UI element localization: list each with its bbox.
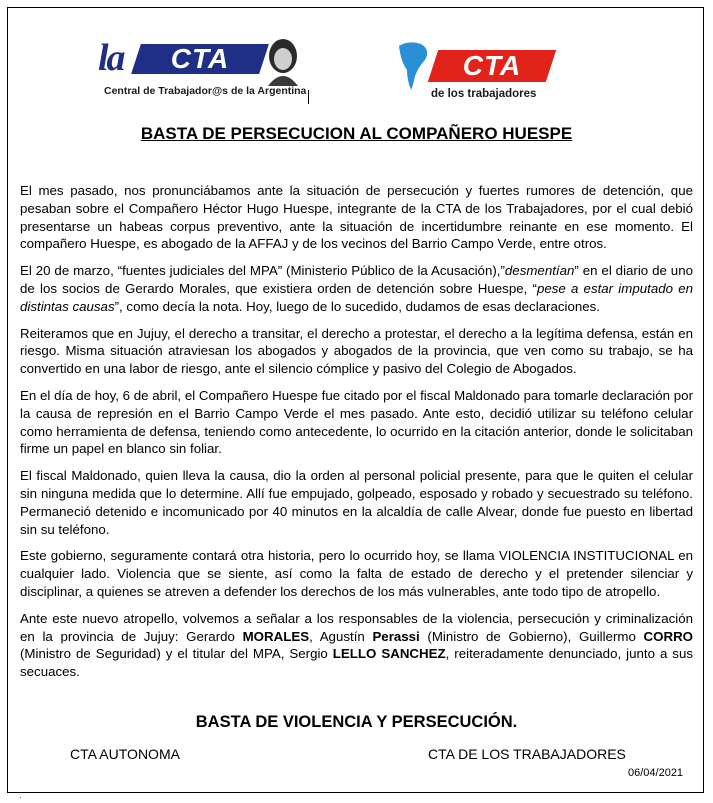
paragraph-text: MORALES — [242, 628, 310, 644]
paragraph-text: (Ministro de Gobierno), Guillermo — [419, 628, 644, 644]
logo-mark-box — [131, 44, 269, 74]
closing-statement: BASTA DE VIOLENCIA Y PERSECUCIÓN. — [195, 713, 518, 731]
paragraph-text: El mes pasado, nos pronunciábamos ante la situación de persecución y fuertes rumores de detención, que pesaban sobre el Compañero Héctor Hugo Huespe, integrante de la CTA de los Trabajadores, por el cual debió presentarse un habeas corpus preventivo, ante la situación de incertidumbre reinante en ese momento. El compañero Huespe, es abogado de la AFFAJ y de los vecinos del Barrio Campo Verde, entre otros. — [20, 183, 693, 252]
cta-trabajadores-logo — [395, 40, 565, 106]
paragraph — [20, 467, 693, 538]
logo-mark-text: CTA — [170, 43, 230, 74]
paragraph — [20, 182, 693, 253]
paragraph-text: , reiteradamente denunciado, junto a sus secuaces. — [20, 646, 694, 680]
logo-mark-box — [428, 50, 556, 82]
paragraph — [20, 387, 693, 458]
document-body — [20, 182, 693, 690]
paragraph-text: Ante este nuevo atropello, volvemos a señalar a los responsables de la violencia, persecución y criminalización en la provincia de Jujuy: Gerardo — [20, 610, 693, 644]
stray-mark — [20, 797, 21, 798]
paragraph-text: El 20 de marzo, “fuentes judiciales del MPA” (Ministerio Público de la Acusación),” — [20, 263, 505, 279]
document-date: 06/04/2021 — [628, 767, 684, 779]
paragraph — [20, 325, 693, 378]
paragraph-text: LELLO SANCHEZ — [332, 646, 446, 662]
paragraph-text: ”, como decía la nota. Hoy, luego de lo sucedido, dudamos de esas declaraciones. — [114, 298, 600, 314]
logo-subtitle: de los trabajadores — [431, 88, 537, 100]
logo-subtitle: Central de Trabajador@s de la Argentina — [104, 85, 307, 97]
signature-right: CTA DE LOS TRABAJADORES — [428, 746, 626, 762]
paragraph-text: (Ministro de Seguridad) y el titular del MPA, Sergio — [20, 646, 333, 662]
portrait-icon — [260, 36, 306, 86]
paragraph-text: Reiteramos que en Jujuy, el derecho a transitar, el derecho a protestar, el derecho a la legítima defensa, están en riesgo. Misma situación atraviesan los abogados y abogados de la provincia, que ven como su trabajo, se ha convertido en una labor de riesgo, ante el silencio cómplice y pasivo del Colegio de Abogados. — [20, 325, 693, 377]
document-title: BASTA DE PERSECUCION AL COMPAÑERO HUESPE — [140, 124, 573, 143]
paragraph-text: El fiscal Maldonado, quien lleva la causa, dio la orden al personal policial presente, para que le quiten el celular sin ninguna medida que lo determine. Allí fue empujado, golpeado, esposado y robado y secuestrado su teléfono. Permaneció detenido e incomunicado por 40 minutos en la alcaldía de calle Alvear, donde fue puesto en libertad sin su teléfono. — [20, 468, 693, 537]
paragraph-text: Este gobierno, seguramente contará otra historia, pero lo ocurrido hoy, se llama VIOLENCIA INSTITUCIONAL en cualquier lado. Violencia que se siente, así como la falta de estado de derecho y el pretender silenciar y disciplinar, a quienes se atreven a defender los derechos de los más vulnerables, ante todo tipo de atropello. — [20, 548, 693, 599]
logo-mark-text: CTA — [462, 50, 522, 81]
logo-prefix: la — [98, 37, 124, 79]
paragraph-text: ” en el diario de uno de los socios de Gerardo Morales, que existiera orden de detención sobre Huespe, “ — [20, 263, 693, 296]
paragraph — [20, 610, 693, 681]
cta-autonoma-logo — [98, 36, 313, 104]
signature-left: CTA AUTONOMA — [70, 746, 180, 762]
paragraph — [20, 262, 693, 315]
paragraph-text: En el día de hoy, 6 de abril, el Compañero Huespe fue citado por el fiscal Maldonado para tomarle declaración por la causa de represión en el Barrio Campo Verde el mes pasado. Ante esto, decidió utilizar su teléfono celular como herramienta de defensa, teniendo como antecedente, lo ocurrido en la citación anterior, donde le solicitaban firme un papel en blanco sin foliar. — [20, 387, 693, 457]
paragraph-text: , Agustín — [309, 628, 373, 644]
paragraph-text: pese a estar imputado en distintas causas — [20, 280, 693, 314]
paragraph-text: desmentían — [504, 263, 575, 279]
paragraph-text: Perassi — [372, 628, 420, 644]
paragraph — [20, 547, 693, 600]
paragraph-text: CORRO — [643, 628, 694, 644]
logo-divider — [308, 90, 309, 104]
